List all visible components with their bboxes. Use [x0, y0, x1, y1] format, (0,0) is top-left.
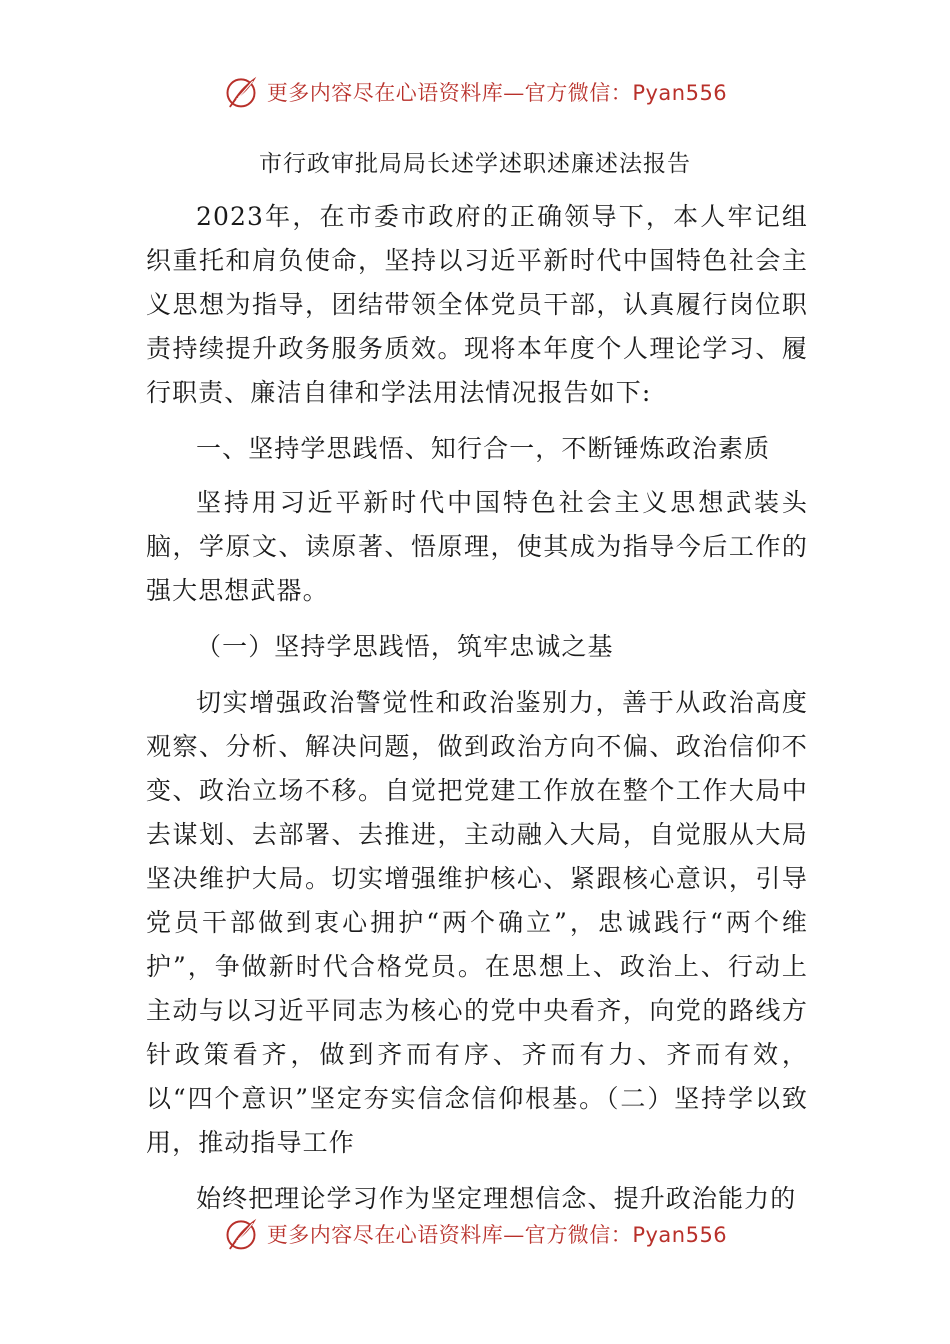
- banner-text: 更多内容尽在心语资料库—官方微信：Pyan556: [266, 81, 728, 105]
- section-heading-1: 一、坚持学思践悟、知行合一，不断锤炼政治素质: [196, 434, 771, 463]
- footer-banner: [0, 1212, 950, 1256]
- intro-paragraph: 2023年，在市委市政府的正确领导下，本人牢记组织重托和肩负使命，坚持以习近平新时代中国特色社会主义思想为指导，团结带领全体党员干部，认真履行岗位职责持续提升政务服务质效。现将本年度个人理论学习、履行职责、廉洁自律和学法用法情况报告如下:: [146, 202, 808, 407]
- body-paragraph: 始终把理论学习作为坚定理想信念、提升政治能力的: [196, 1184, 797, 1213]
- header-banner: [0, 70, 950, 114]
- wechat-id: Pyan556: [632, 81, 728, 105]
- document-body: [146, 195, 808, 1221]
- quill-pen-logo-icon: [223, 74, 259, 110]
- body-paragraph: 切实增强政治警觉性和政治鉴别力，善于从政治高度观察、分析、解决问题，做到政治方向不偏、政治信仰不变、政治立场不移。自觉把党建工作放在整个工作大局中去谋划、去部署、去推进，主动融入大局，自觉服从大局坚决维护大局。切实增强维护核心、紧跟核心意识，引导党员干部做到衷心拥护“两个确立”，忠诚践行“两个维护”，争做新时代合格党员。在思想上、政治上、行动上主动与以习近平同志为核心的党中央看齐，向党的路线方针政策看齐，做到齐而有序、齐而有力、齐而有效，以“四个意识”坚定夯实信念信仰根基。（二）坚持学以致用，推动指导工作: [146, 688, 808, 1157]
- wechat-id: Pyan556: [632, 1223, 728, 1247]
- subsection-heading-1: （一）坚持学思践悟，筑牢忠诚之基: [196, 632, 614, 661]
- body-paragraph: 坚持用习近平新时代中国特色社会主义思想武装头脑，学原文、读原著、悟原理，使其成为指导今后工作的强大思想武器。: [146, 488, 808, 605]
- document-title: 市行政审批局局长述学述职述廉述法报告: [259, 151, 691, 177]
- banner-text: 更多内容尽在心语资料库—官方微信：Pyan556: [266, 1223, 728, 1247]
- quill-pen-logo-icon: [223, 1216, 259, 1252]
